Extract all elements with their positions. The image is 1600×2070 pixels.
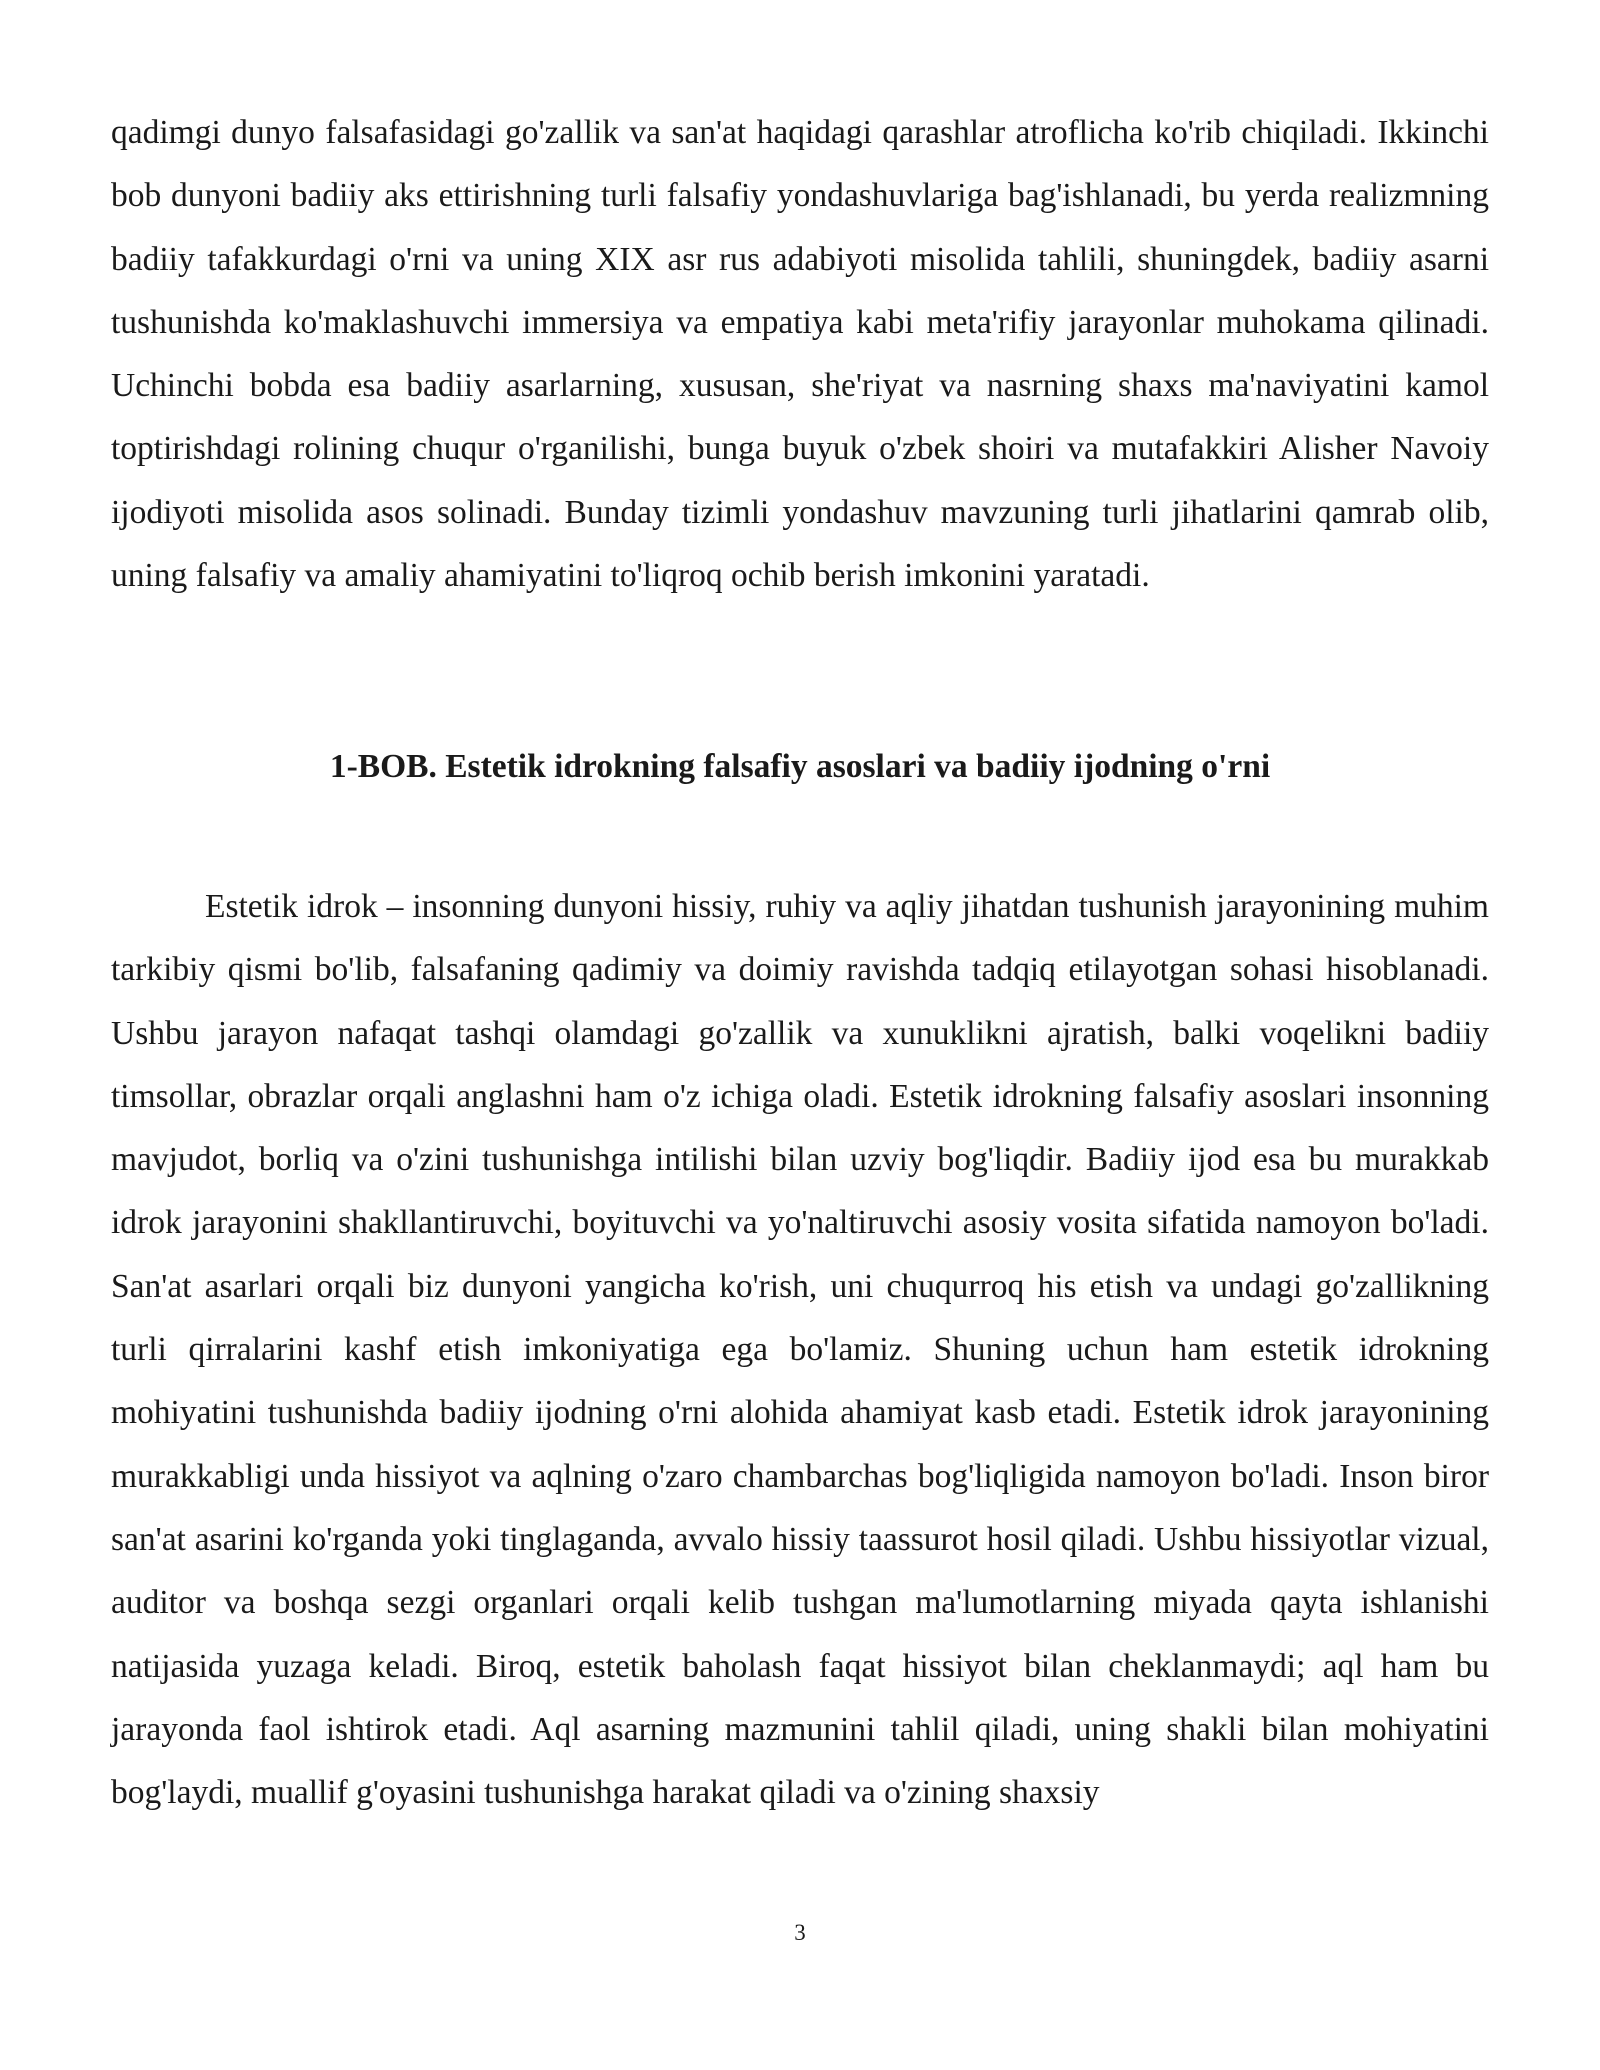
page-number: 3 xyxy=(794,1920,806,1945)
body-paragraph: Estetik idrok – insonning dunyoni hissiy, ruhiy va aqliy jihatdan tushunish jarayonining muhim tarkibiy qismi bo'lib, falsafaning qadimiy va doimiy ravishda tadqiq etilayotgan sohasi hisoblanadi. Ushbu jarayon nafaqat tashqi olamdagi go'zallik va xunuklikni ajratish, balki voqelikni badiiy timsollar, obrazlar orqali anglashni ham o'z ichiga oladi. Estetik idrokning falsafiy asoslari insonning mavjudot, borliq va o'zini tushunishga intilishi bilan uzviy bog'liqdir. Badiiy ijod esa bu murakkab idrok jarayonini shakllantiruvchi, boyituvchi va yo'naltiruvchi asosiy vosita sifatida namoyon bo'ladi. San'at asarlari orqali biz dunyoni yangicha ko'rish, uni chuqurroq his etish va undagi go'zallikning turli qirralarini kashf etish imkoniyatiga ega bo'lamiz. Shuning uchun ham estetik idrokning mohiyatini tushunishda badiiy ijodning o'rni alohida ahamiyat kasb etadi. Estetik idrok jarayonining murakkabligi unda hissiyot va aqlning o'zaro chambarchas bog'liqligida namoyon bo'ladi. Inson biror san'at asarini ko'rganda yoki tinglaganda, avvalo hissiy taassurot hosil qiladi. Ushbu hissiyotlar vizual, auditor va boshqa sezgi organlari orqali kelib tushgan ma'lumotlarning miyada qayta ishlanishi natijasida yuzaga keladi. Biroq, estetik baholash faqat hissiyot bilan cheklanmaydi; aql ham bu jarayonda faol ishtirok etadi. Aql asarning mazmunini tahlil qiladi, uning shakli bilan mohiyatini bog'laydi, muallif g'oyasini tushunishga harakat qiladi va o'zining shaxsiy xyxy=(111,888,1489,1812)
intro-paragraph: qadimgi dunyo falsafasidagi go'zallik va san'at haqidagi qarashlar atroflicha ko'rib chiqiladi. Ikkinchi bob dunyoni badiiy aks ettirishning turli falsafiy yondashuvlariga bag'ishlanadi, bu yerda realizmning badiiy tafakkurdagi o'rni va uning XIX asr rus adabiyoti misolida tahlili, shuningdek, badiiy asarni tushunishda ko'maklashuvchi immersiya va empatiya kabi meta'rifiy jarayonlar muhokama qilinadi. Uchinchi bobda esa badiiy asarlarning, xususan, she'riyat va nasrning shaxs ma'naviyatini kamol toptirishdagi rolining chuqur o'rganilishi, bunga buyuk o'zbek shoiri va mutafakkiri Alisher Navoiy ijodiyoti misolida asos solinadi. Bunday tizimli yondashuv mavzuning turli jihatlarini qamrab olib, uning falsafiy va amaliy ahamiyatini to'liqroq ochib berish imkonini yaratadi. xyxy=(111,114,1489,595)
chapter-heading: 1-BOB. Estetik idrokning falsafiy asoslari va badiiy ijodning o'rni xyxy=(329,748,1271,785)
